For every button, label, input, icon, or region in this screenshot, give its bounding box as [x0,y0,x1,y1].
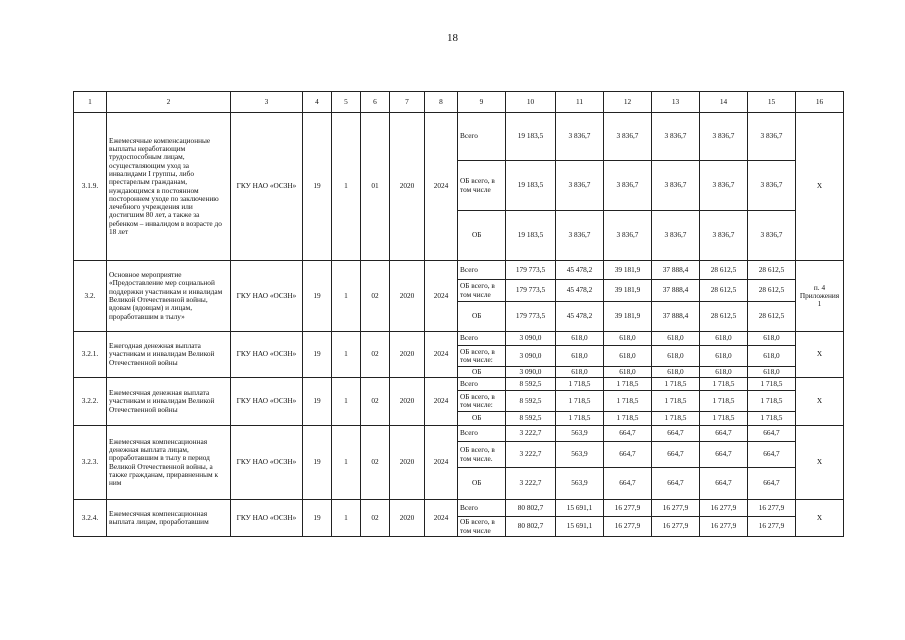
amount-cell: 664,7 [604,426,652,442]
row-organization: ГКУ НАО «ОСЗН» [231,261,303,332]
column-header: 5 [332,92,361,113]
funding-source-label: ОБ всего, в том числе. [458,442,506,468]
row-reference: Х [796,332,844,378]
amount-cell: 16 277,9 [700,500,748,517]
page-number: 18 [447,32,458,44]
column-header: 11 [556,92,604,113]
amount-cell: 1 718,5 [604,378,652,391]
amount-cell: 15 691,1 [556,517,604,537]
amount-cell: 3 836,7 [652,113,700,161]
amount-cell: 16 277,9 [748,517,796,537]
amount-cell: 664,7 [700,426,748,442]
amount-cell: 19 183,5 [506,211,556,261]
funding-source-label: ОБ [458,302,506,332]
amount-cell: 1 718,5 [748,391,796,412]
amount-cell: 618,0 [556,367,604,378]
funding-source-label: ОБ [458,468,506,500]
amount-cell: 37 888,4 [652,261,700,280]
amount-cell: 3 836,7 [700,161,748,211]
amount-cell: 28 612,5 [748,302,796,332]
amount-cell: 618,0 [604,367,652,378]
row-end-year: 2024 [425,332,458,378]
amount-cell: 1 718,5 [652,378,700,391]
funding-source-label: ОБ всего, в том числе [458,280,506,302]
row-number: 3.2.4. [74,500,107,537]
amount-cell: 618,0 [652,332,700,346]
amount-cell: 3 222,7 [506,442,556,468]
amount-cell: 618,0 [604,346,652,367]
row-code-4: 19 [303,261,332,332]
amount-cell: 3 222,7 [506,468,556,500]
table-row [74,113,844,161]
row-organization: ГКУ НАО «ОСЗН» [231,332,303,378]
amount-cell: 1 718,5 [748,412,796,426]
amount-cell: 3 222,7 [506,426,556,442]
amount-cell: 3 836,7 [748,161,796,211]
row-code-6: 02 [361,261,390,332]
column-header: 8 [425,92,458,113]
amount-cell: 1 718,5 [556,412,604,426]
amount-cell: 618,0 [700,346,748,367]
amount-cell: 37 888,4 [652,302,700,332]
amount-cell: 618,0 [556,346,604,367]
row-description: Ежемесячная денежная выплата участникам и инвалидам Великой Отечественной войны [107,378,231,426]
row-code-6: 02 [361,378,390,426]
row-organization: ГКУ НАО «ОСЗН» [231,378,303,426]
amount-cell: 1 718,5 [700,412,748,426]
amount-cell: 3 836,7 [652,211,700,261]
amount-cell: 3 090,0 [506,367,556,378]
amount-cell: 3 836,7 [556,161,604,211]
row-code-5: 1 [332,426,361,500]
amount-cell: 664,7 [652,426,700,442]
amount-cell: 618,0 [556,332,604,346]
column-header: 4 [303,92,332,113]
amount-cell: 37 888,4 [652,280,700,302]
amount-cell: 179 773,5 [506,261,556,280]
amount-cell: 1 718,5 [604,391,652,412]
amount-cell: 39 181,9 [604,280,652,302]
amount-cell: 16 277,9 [700,517,748,537]
amount-cell: 28 612,5 [748,280,796,302]
column-header-row [74,92,844,113]
funding-source-label: ОБ [458,412,506,426]
row-number: 3.1.9. [74,113,107,261]
row-description: Основное мероприятие «Предоставление мер социальной поддержки участникам и инвалидам Великой Отечественной войны, вдовам (вдовцам) и лицам, проработавшим в тылу» [107,261,231,332]
row-code-5: 1 [332,261,361,332]
amount-cell: 3 090,0 [506,346,556,367]
amount-cell: 1 718,5 [652,391,700,412]
amount-cell: 3 836,7 [604,113,652,161]
row-code-6: 01 [361,113,390,261]
row-number: 3.2.2. [74,378,107,426]
row-code-6: 02 [361,426,390,500]
row-end-year: 2024 [425,426,458,500]
amount-cell: 563,9 [556,468,604,500]
amount-cell: 179 773,5 [506,302,556,332]
row-start-year: 2020 [390,500,425,537]
row-code-5: 1 [332,113,361,261]
table-row [74,426,844,442]
row-code-6: 02 [361,332,390,378]
amount-cell: 563,9 [556,426,604,442]
row-code-5: 1 [332,378,361,426]
funding-source-label: Всего [458,378,506,391]
row-start-year: 2020 [390,378,425,426]
budget-table [73,91,844,537]
row-code-5: 1 [332,500,361,537]
funding-source-label: Всего [458,261,506,280]
amount-cell: 28 612,5 [748,261,796,280]
amount-cell: 16 277,9 [652,500,700,517]
amount-cell: 664,7 [604,468,652,500]
amount-cell: 3 836,7 [700,211,748,261]
amount-cell: 618,0 [748,346,796,367]
amount-cell: 8 592,5 [506,412,556,426]
amount-cell: 618,0 [748,367,796,378]
amount-cell: 19 183,5 [506,161,556,211]
column-header: 6 [361,92,390,113]
column-header: 10 [506,92,556,113]
amount-cell: 664,7 [748,426,796,442]
amount-cell: 618,0 [748,332,796,346]
funding-source-label: Всего [458,332,506,346]
row-number: 3.2.3. [74,426,107,500]
row-end-year: 2024 [425,113,458,261]
table-row [74,500,844,517]
row-code-5: 1 [332,332,361,378]
row-code-4: 19 [303,113,332,261]
row-code-6: 02 [361,500,390,537]
table-row [74,332,844,346]
amount-cell: 664,7 [700,442,748,468]
row-start-year: 2020 [390,426,425,500]
amount-cell: 1 718,5 [700,391,748,412]
amount-cell: 3 836,7 [748,211,796,261]
amount-cell: 3 090,0 [506,332,556,346]
amount-cell: 1 718,5 [604,412,652,426]
amount-cell: 45 478,2 [556,302,604,332]
column-header: 16 [796,92,844,113]
funding-source-label: ОБ всего, в том числе [458,517,506,537]
funding-source-label: Всего [458,426,506,442]
row-reference: Х [796,378,844,426]
row-description: Ежегодная денежная выплата участникам и инвалидам Великой Отечественной войны [107,332,231,378]
row-reference: Х [796,500,844,537]
amount-cell: 618,0 [604,332,652,346]
row-code-4: 19 [303,378,332,426]
amount-cell: 19 183,5 [506,113,556,161]
column-header: 15 [748,92,796,113]
amount-cell: 16 277,9 [604,500,652,517]
table-row [74,261,844,280]
amount-cell: 179 773,5 [506,280,556,302]
amount-cell: 28 612,5 [700,280,748,302]
amount-cell: 3 836,7 [700,113,748,161]
amount-cell: 16 277,9 [652,517,700,537]
amount-cell: 39 181,9 [604,302,652,332]
amount-cell: 28 612,5 [700,302,748,332]
row-code-4: 19 [303,500,332,537]
amount-cell: 80 802,7 [506,517,556,537]
funding-source-label: Всего [458,500,506,517]
amount-cell: 8 592,5 [506,391,556,412]
column-header: 12 [604,92,652,113]
row-description: Ежемесячная компенсационная выплата лицам, проработавшим [107,500,231,537]
amount-cell: 1 718,5 [700,378,748,391]
row-end-year: 2024 [425,378,458,426]
column-header: 3 [231,92,303,113]
row-organization: ГКУ НАО «ОСЗН» [231,426,303,500]
column-header: 1 [74,92,107,113]
row-organization: ГКУ НАО «ОСЗН» [231,113,303,261]
column-header: 14 [700,92,748,113]
row-code-4: 19 [303,332,332,378]
row-number: 3.2. [74,261,107,332]
amount-cell: 80 802,7 [506,500,556,517]
row-start-year: 2020 [390,332,425,378]
amount-cell: 618,0 [652,367,700,378]
row-code-4: 19 [303,426,332,500]
amount-cell: 563,9 [556,442,604,468]
amount-cell: 28 612,5 [700,261,748,280]
row-end-year: 2024 [425,500,458,537]
row-organization: ГКУ НАО «ОСЗН» [231,500,303,537]
row-description: Ежемесячная компенсационная денежная выплата лицам, проработавшим в тылу в период Великой Отечественной войны, а также гражданам, приравненным к ним [107,426,231,500]
row-start-year: 2020 [390,113,425,261]
funding-source-label: ОБ всего, в том числе: [458,391,506,412]
amount-cell: 45 478,2 [556,280,604,302]
amount-cell: 664,7 [700,468,748,500]
amount-cell: 3 836,7 [604,211,652,261]
table-row [74,378,844,391]
amount-cell: 618,0 [700,332,748,346]
amount-cell: 16 277,9 [748,500,796,517]
amount-cell: 8 592,5 [506,378,556,391]
column-header: 9 [458,92,506,113]
amount-cell: 1 718,5 [556,378,604,391]
row-description: Ежемесячные компенсационные выплаты неработающим трудоспособным лицам, осуществляющим уход за инвалидами I группы, либо престарелым гражданам, нуждающимся в постоянном постороннем уходе по заключению лечебного учреждения или достигшим 80 лет, а также за ребенком – инвалидом в возрасте до 18 лет [107,113,231,261]
amount-cell: 3 836,7 [748,113,796,161]
amount-cell: 3 836,7 [556,211,604,261]
row-end-year: 2024 [425,261,458,332]
amount-cell: 1 718,5 [556,391,604,412]
column-header: 7 [390,92,425,113]
row-reference: п. 4 Приложения 1 [796,261,844,332]
row-start-year: 2020 [390,261,425,332]
funding-source-label: Всего [458,113,506,161]
amount-cell: 45 478,2 [556,261,604,280]
amount-cell: 3 836,7 [604,161,652,211]
amount-cell: 3 836,7 [652,161,700,211]
amount-cell: 664,7 [604,442,652,468]
row-reference: Х [796,113,844,261]
amount-cell: 664,7 [748,442,796,468]
amount-cell: 39 181,9 [604,261,652,280]
amount-cell: 15 691,1 [556,500,604,517]
amount-cell: 664,7 [652,468,700,500]
amount-cell: 618,0 [700,367,748,378]
funding-source-label: ОБ [458,211,506,261]
funding-source-label: ОБ [458,367,506,378]
amount-cell: 664,7 [652,442,700,468]
amount-cell: 664,7 [748,468,796,500]
column-header: 13 [652,92,700,113]
row-reference: Х [796,426,844,500]
amount-cell: 618,0 [652,346,700,367]
amount-cell: 1 718,5 [652,412,700,426]
amount-cell: 3 836,7 [556,113,604,161]
amount-cell: 1 718,5 [748,378,796,391]
funding-source-label: ОБ всего, в том числе [458,161,506,211]
amount-cell: 16 277,9 [604,517,652,537]
funding-source-label: ОБ всего, в том числе: [458,346,506,367]
row-number: 3.2.1. [74,332,107,378]
column-header: 2 [107,92,231,113]
